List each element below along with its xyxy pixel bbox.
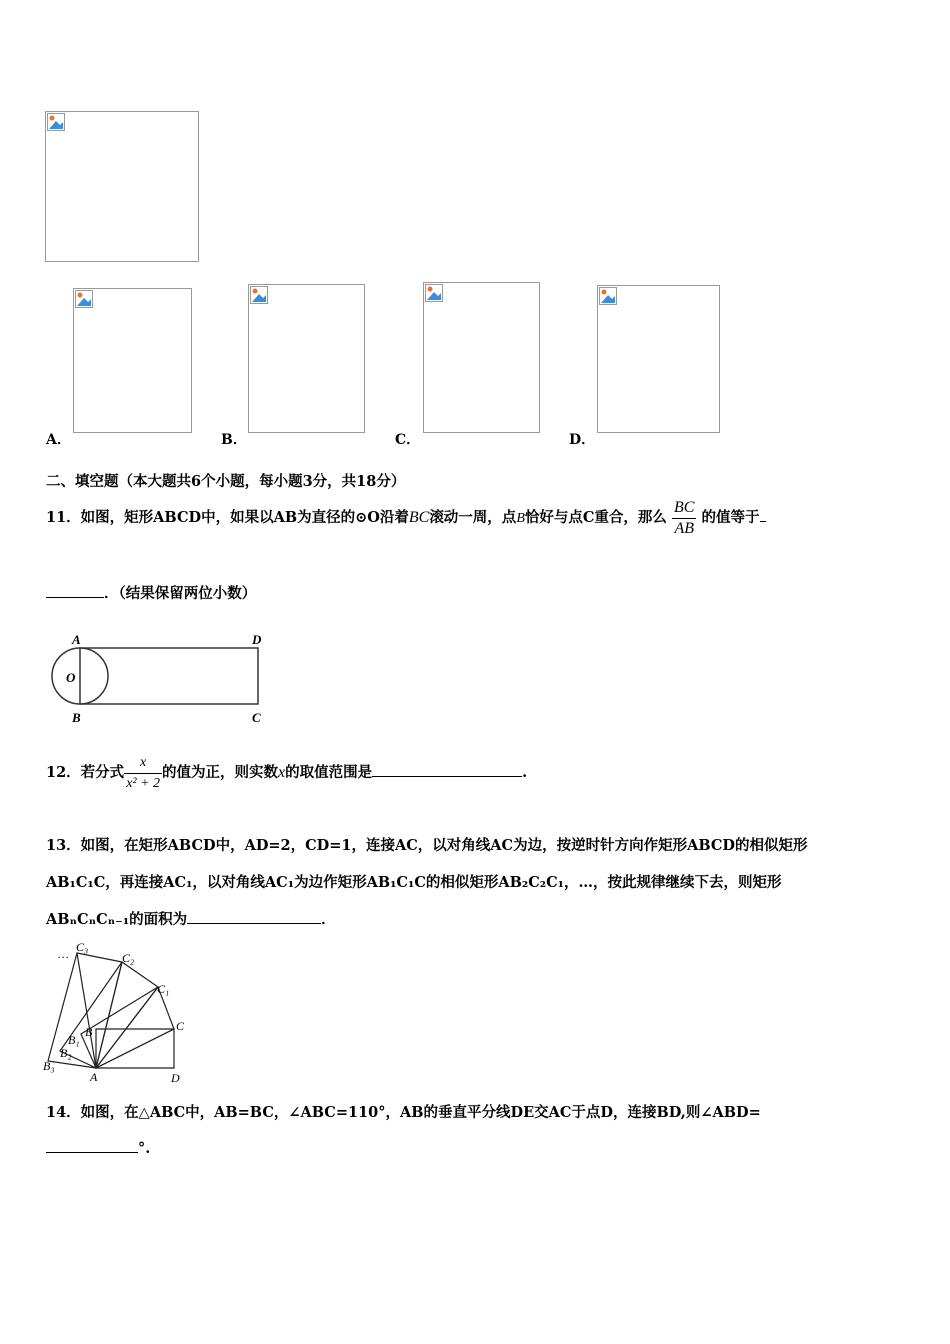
- q11-answer-blank-start[interactable]: [760, 509, 766, 522]
- q13-answer-blank[interactable]: [187, 911, 321, 924]
- q11-label-o: O: [66, 670, 76, 685]
- q13-label-b2: B₂: [60, 1046, 72, 1060]
- q11-bc: BC: [408, 509, 430, 526]
- q11-mid: 滚动一周，点: [429, 509, 517, 526]
- q12-fraction: [124, 753, 162, 794]
- q13-diagonal-ac2: [96, 962, 122, 1068]
- question-14-line2: [46, 1140, 150, 1157]
- image-placeholder-option-a: [73, 288, 192, 433]
- q12-prefix: 12．若分式: [46, 764, 125, 781]
- q12-end: .: [522, 764, 528, 781]
- broken-image-icon: [599, 287, 617, 305]
- image-placeholder-option-b: [248, 284, 365, 433]
- question-13-line1: 13．如图，在矩形ABCD中，AD=2，CD=1，连接AC，以对角线AC为边，按逆时针方向作矩形ABCD的相似矩形: [46, 837, 808, 854]
- q13-diagonal-ac3: [77, 953, 96, 1068]
- q13-line3-prefix: ABₙCₙCₙ₋₁的面积为: [46, 911, 188, 928]
- q11-frac-num: BC: [672, 498, 696, 519]
- q13-label-d: D: [171, 1071, 180, 1085]
- q11-suffix: 的值等于: [701, 509, 760, 526]
- q13-label-c2: C₂: [122, 951, 135, 965]
- q11-rectangle: [80, 648, 258, 704]
- question-13-line2: AB₁C₁C，再连接AC₁，以对角线AC₁为边作矩形AB₁C₁C的相似矩形AB₂C₂C₁，…，按此规律继续下去，则矩形: [46, 874, 782, 891]
- q13-diagonal-ac1: [96, 987, 158, 1068]
- question-13-line3: [46, 908, 336, 929]
- q11-label-c: C: [252, 710, 261, 725]
- q13-label-a: A: [90, 1070, 98, 1084]
- q13-label-c: C: [176, 1019, 185, 1033]
- section-title: 二、填空题（本大题共6个小题，每小题3分，共18分）: [46, 473, 406, 490]
- image-placeholder-main: [45, 111, 199, 262]
- q13-label-b1: B₁: [68, 1033, 80, 1047]
- q11-label-b: B: [72, 710, 81, 725]
- q13-label-c1: C₁: [157, 982, 170, 996]
- broken-image-icon: [425, 284, 443, 302]
- q13-label-b: B: [85, 1025, 93, 1039]
- question-14-line1: 14．如图，在△ABC中，AB=BC，∠ABC=110°，AB的垂直平分线DE交AC于点D，连接BD,则∠ABD=: [46, 1104, 761, 1121]
- q11-label-d: D: [252, 632, 262, 647]
- q11-figure: [46, 630, 271, 728]
- q13-label-c3: C₃: [76, 940, 89, 954]
- q14-line2-end: °.: [138, 1140, 151, 1157]
- q13-label-dots: …: [58, 947, 69, 961]
- broken-image-icon: [47, 113, 65, 131]
- q13-line3-end: ．: [321, 911, 336, 928]
- q11-note: ．（结果保留两位小数）: [104, 585, 257, 602]
- q12-answer-blank[interactable]: [372, 764, 522, 777]
- q12-frac-num: x: [124, 753, 162, 774]
- option-a-label[interactable]: A．: [46, 432, 71, 448]
- q12-x: x: [278, 764, 286, 781]
- q11-frac-den: AB: [674, 519, 694, 537]
- q11-prefix: 11．如图，矩形ABCD中，如果以AB为直径的⊙O沿着: [46, 509, 409, 526]
- q13-label-b3: B₃: [43, 1059, 55, 1073]
- q13-diagonal-ac: [96, 1029, 174, 1068]
- image-placeholder-option-c: [423, 282, 540, 433]
- question-11-line2: [46, 582, 256, 603]
- q11-label-a: A: [72, 632, 81, 647]
- q11-b: B: [516, 511, 525, 526]
- image-placeholder-option-d: [597, 285, 720, 433]
- q11-fraction: [672, 498, 696, 539]
- q14-answer-blank[interactable]: [46, 1140, 138, 1153]
- q13-figure: [40, 940, 200, 1090]
- broken-image-icon: [250, 286, 268, 304]
- q11-mid2: 恰好与点C重合，那么: [524, 509, 667, 526]
- question-12: [46, 750, 527, 796]
- q11-answer-blank[interactable]: [46, 585, 104, 598]
- q12-mid: 的值为正，则实数: [162, 764, 279, 781]
- option-c-label[interactable]: C．: [395, 432, 421, 448]
- option-d-label[interactable]: D．: [569, 432, 596, 448]
- q12-frac-den: x² + 2: [126, 775, 161, 791]
- question-11-line1: [46, 496, 766, 540]
- broken-image-icon: [75, 290, 93, 308]
- q12-suffix: 的取值范围是: [285, 764, 373, 781]
- option-b-label[interactable]: B．: [221, 432, 247, 448]
